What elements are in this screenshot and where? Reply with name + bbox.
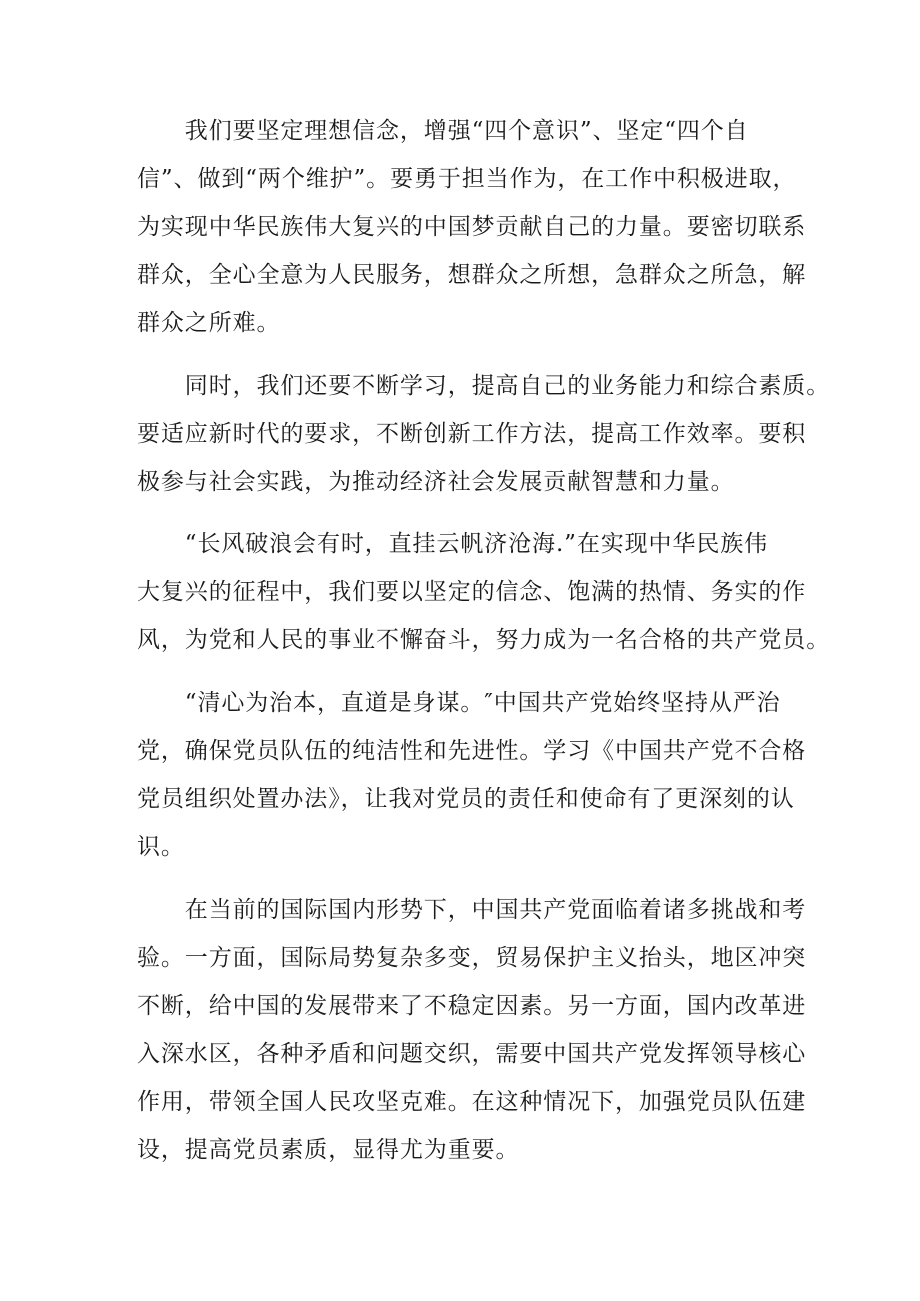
paragraph-quote-clean [137, 679, 807, 871]
text-line: 识。 [137, 834, 185, 860]
text-line: 要适应新时代的要求，不断创新工作方法，提高工作效率。要积 [137, 421, 807, 447]
text-line: 入深水区，各种矛盾和问题交织，需要中国共产党发挥领导核心 [137, 1041, 807, 1067]
text-line: 设，提高党员素质，显得尤为重要。 [137, 1137, 520, 1163]
paragraph-situation [137, 886, 807, 1174]
text-line: 风，为党和人民的事业不懈奋斗，努力成为一名合格的共产党员。 [137, 627, 831, 653]
paragraph-quote-wind [137, 520, 831, 664]
text-line: 我们要坚定理想信念，增强“四个意识”、坚定“四个自 [137, 118, 749, 144]
text-line: “清心为治本，直道是身谋。″中国共产党始终坚持从严治 [137, 690, 781, 716]
text-line: 极参与社会实践，为推动经济社会发展贡献智慧和力量。 [137, 469, 735, 495]
text-line: “长风破浪会有时，直挂云帆济沧海.”在实现中华民族伟 [137, 531, 769, 557]
text-line: 不断，给中国的发展带来了不稳定因素。另一方面，国内改革进 [137, 993, 807, 1019]
text-line: 信”、做到“两个维护”。要勇于担当作为，在工作中积极进取， [137, 166, 797, 192]
paragraph-learning [137, 362, 831, 506]
text-line: 大复兴的征程中，我们要以坚定的信念、饱满的热情、务实的作 [137, 579, 807, 605]
text-line: 验。一方面，国际局势复杂多变，贸易保护主义抬头，地区冲突 [137, 945, 807, 971]
text-line: 党员组织处置办法》，让我对党员的责任和使命有了更深刻的认 [137, 786, 795, 812]
text-line: 党，确保党员队伍的纯洁性和先进性。学习《中国共产党不合格 [137, 738, 807, 764]
text-line: 在当前的国际国内形势下，中国共产党面临着诸多挑战和考 [137, 897, 807, 923]
paragraph-ideals [137, 107, 807, 347]
text-line: 作用，带领全国人民攻坚克难。在这种情况下，加强党员队伍建 [137, 1089, 807, 1115]
text-line: 群众，全心全意为人民服务，想群众之所想，急群众之所急，解 [137, 262, 807, 288]
text-line: 同时，我们还要不断学习，提高自己的业务能力和综合素质。 [137, 373, 831, 399]
text-line: 群众之所难。 [137, 310, 281, 336]
text-line: 为实现中华民族伟大复兴的中国梦贡献自己的力量。要密切联系 [137, 214, 807, 240]
